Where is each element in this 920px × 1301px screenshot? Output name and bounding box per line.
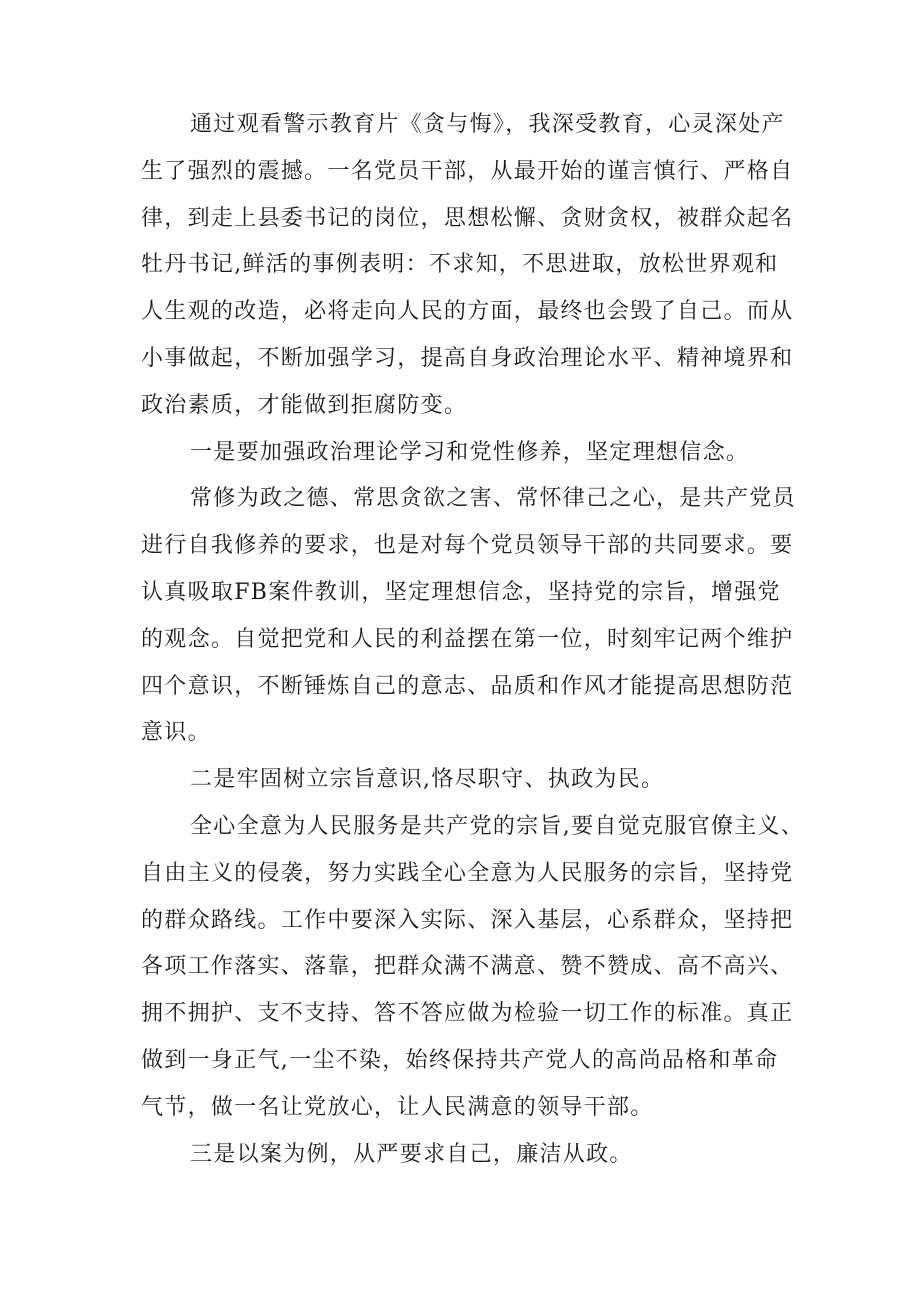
intro-line-7: 政治素质，才能做到拒腐防变。	[141, 392, 468, 418]
point-1-line-5: 四个意识，不断锤炼自己的意志、品质和作风才能提高思想防范	[141, 673, 794, 699]
point-2-line-7: 气节，做一名让党放心，让人民满意的领导干部。	[141, 1094, 654, 1120]
point-1-heading: 一是要加强政治理论学习和党性修养，坚定理想信念。	[190, 439, 750, 465]
document-body	[141, 102, 805, 1178]
point-1-line-4: 的观念。自觉把党和人民的利益摆在第一位，时刻牢记两个维护	[141, 626, 794, 652]
intro-line-5: 人生观的改造，必将走向人民的方面，最终也会毁了自己。而从	[141, 299, 794, 325]
intro-line-1: 通过观看警示教育片《贪与悔》，我深受教育，心灵深处产	[190, 112, 785, 137]
intro-line-3: 律，到走上县委书记的岗位，思想松懈、贪财贪权，被群众起名	[141, 205, 794, 231]
point-2-line-1: 全心全意为人民服务是共产党的宗旨,要自觉克服官僚主义、	[190, 813, 805, 839]
intro-line-2: 生了强烈的震撼。一名党员干部，从最开始的谨言慎行、严格自	[141, 158, 794, 184]
point-2-heading: 二是牢固树立宗旨意识,恪尽职守、执政为民。	[190, 767, 665, 793]
point-1-line-2: 进行自我修养的要求，也是对每个党员领导干部的共同要求。要	[141, 533, 794, 559]
point-2-line-5: 拥不拥护、支不支持、答不答应做为检验一切工作的标准。真正	[141, 1001, 794, 1027]
point-2-line-2: 自由主义的侵袭，努力实践全心全意为人民服务的宗旨，坚持党	[141, 860, 794, 886]
point-3-heading: 三是以案为例，从严要求自己，廉洁从政。	[190, 1141, 633, 1167]
point-2-line-6: 做到一身正气,一尘不染，始终保持共产党人的高尚品格和革命	[141, 1047, 779, 1073]
point-1-line-1: 常修为政之德、常思贪欲之害、常怀律己之心，是共产党员	[190, 486, 796, 512]
intro-line-6: 小事做起，不断加强学习，提高自身政治理论水平、精神境界和	[141, 345, 794, 371]
intro-line-4: 牡丹书记,鲜活的事例表明：不求知，不思进取，放松世界观和	[141, 252, 779, 278]
point-1-line-6: 意识。	[141, 720, 211, 746]
point-1-line-3: 认真吸取FB案件教训，坚定理想信念，坚持党的宗旨，增强党	[141, 579, 781, 605]
point-2-line-4: 各项工作落实、落靠，把群众满不满意、赞不赞成、高不高兴、	[141, 954, 794, 980]
point-2-line-3: 的群众路线。工作中要深入实际、深入基层，心系群众，坚持把	[141, 907, 794, 933]
